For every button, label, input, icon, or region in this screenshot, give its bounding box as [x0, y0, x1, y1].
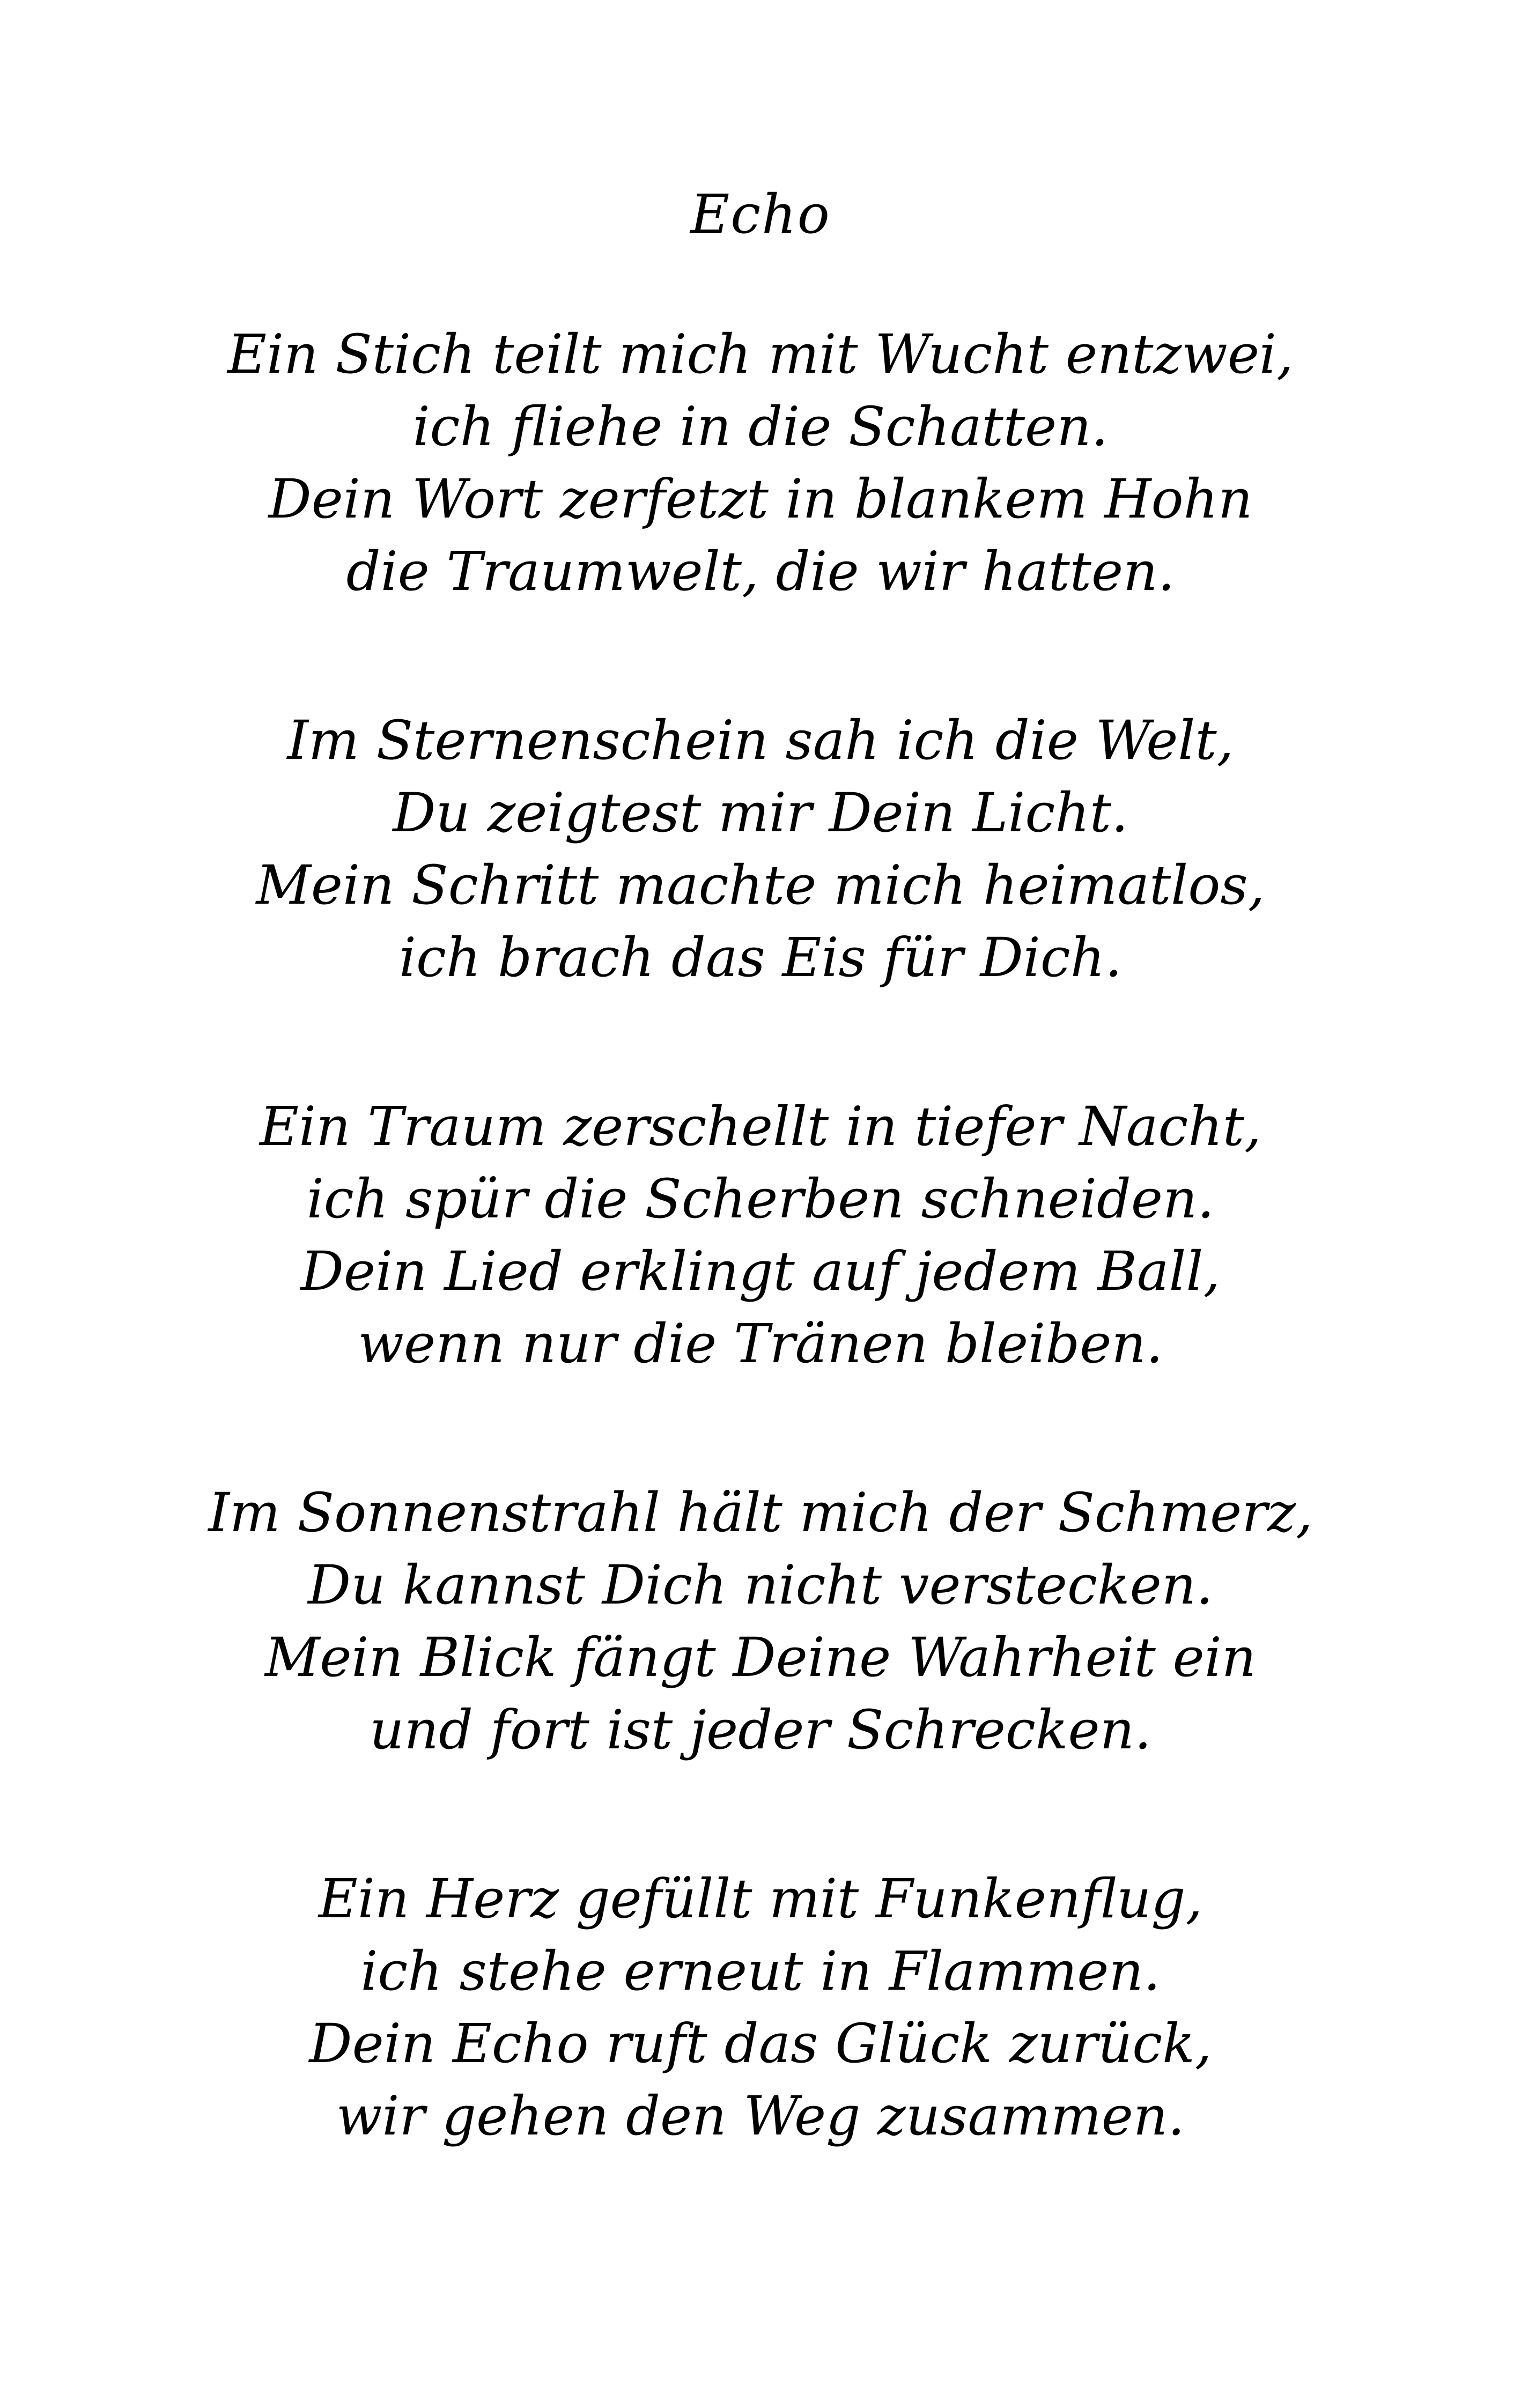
poem-line: Dein Echo ruft das Glück zurück,	[309, 2012, 1212, 2075]
poem-line: Ein Herz gefüllt mit Funkenflug,	[318, 1867, 1203, 1930]
stanza-1	[0, 318, 1521, 608]
stanza-2	[0, 704, 1521, 994]
poem-line: Dein Wort zerfetzt in blankem Hohn	[268, 468, 1253, 530]
poem-line: ich brach das Eis für Dich.	[399, 926, 1122, 989]
poem-line: ich stehe erneut in Flammen.	[360, 1940, 1161, 2003]
poem-line: wir gehen den Weg zusammen.	[336, 2085, 1185, 2147]
poem-line: und fort ist jeder Schrecken.	[370, 1698, 1151, 1761]
poem-line: ich fliehe in die Schatten.	[412, 395, 1109, 458]
poem-line: Du kannst Dich nicht verstecken.	[308, 1554, 1213, 1616]
poem-line: Du zeigtest mir Dein Licht.	[393, 781, 1128, 844]
poem-line: ich spür die Scherben schneiden.	[306, 1168, 1215, 1230]
poem-line: Mein Schritt machte mich heimatlos,	[256, 854, 1265, 917]
poem-line: die Traumwelt, die wir hatten.	[346, 540, 1175, 603]
poem	[0, 177, 1521, 2249]
poem-title: Echo	[690, 183, 831, 246]
stanza-5	[0, 1863, 1521, 2152]
poem-line: Im Sonnenstrahl hält mich der Schmerz,	[208, 1481, 1313, 1544]
poem-line: Mein Blick fängt Deine Wahrheit ein	[264, 1626, 1257, 1689]
poem-line: Ein Stich teilt mich mit Wucht entzwei,	[227, 323, 1294, 386]
stanza-3	[0, 1090, 1521, 1380]
poem-line: Ein Traum zerschellt in tiefer Nacht,	[260, 1095, 1261, 1158]
poem-line: wenn nur die Tränen bleiben.	[358, 1312, 1163, 1375]
stanza-4	[0, 1476, 1521, 1766]
poem-line: Dein Lied erklingt auf jedem Ball,	[300, 1240, 1221, 1303]
poem-line: Im Sternenschein sah ich die Welt,	[287, 709, 1234, 772]
